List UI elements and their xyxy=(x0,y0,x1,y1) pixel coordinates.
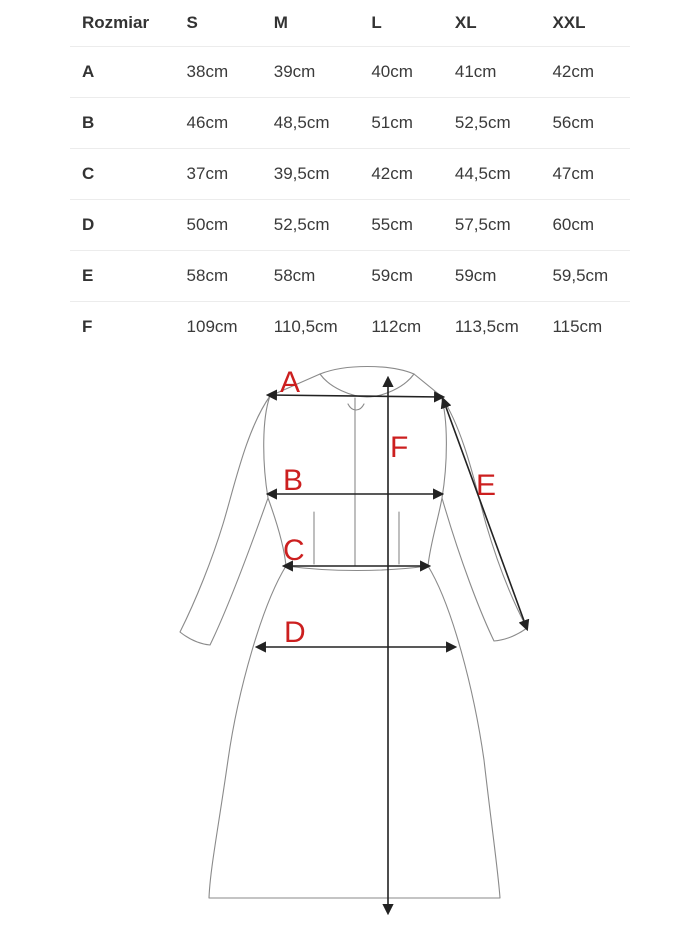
table-header-row xyxy=(70,0,630,47)
cell-value: 59cm xyxy=(359,251,443,302)
cell-value: 44,5cm xyxy=(443,149,541,200)
cell-value: 39,5cm xyxy=(262,149,360,200)
cell-value: 42cm xyxy=(540,47,630,98)
cell-value: 115cm xyxy=(552,317,603,336)
cell-value: 51cm xyxy=(359,98,443,149)
cell-value: 52,5cm xyxy=(262,200,360,251)
cell-value: 41cm xyxy=(443,47,541,98)
header-size: Rozmiar xyxy=(70,0,175,47)
cell-value: 59,5cm xyxy=(540,251,630,302)
row-label: C xyxy=(70,149,175,200)
cell-value: 56cm xyxy=(540,98,630,149)
dress-measurement-diagram xyxy=(0,350,700,933)
cell-value: 58cm xyxy=(262,251,360,302)
dress-outline xyxy=(180,367,527,899)
label-d: D xyxy=(284,616,306,649)
cell-value: 50cm xyxy=(175,200,262,251)
table-row-d xyxy=(70,200,630,251)
header-s: S xyxy=(175,0,262,47)
header-xxl: XXL xyxy=(540,0,630,47)
size-chart-table xyxy=(70,0,630,352)
row-label: B xyxy=(70,98,175,149)
cell-value: 113,5cm xyxy=(454,317,519,336)
row-label: A xyxy=(70,47,175,98)
label-e: E xyxy=(476,469,497,502)
collar-back xyxy=(320,367,414,375)
cell-value: 109cm xyxy=(186,317,238,336)
header-l: L xyxy=(359,0,443,47)
cell-value: 60cm xyxy=(540,200,630,251)
row-label: F xyxy=(82,317,93,336)
cell-value: 112cm xyxy=(371,317,422,336)
row-label: D xyxy=(70,200,175,251)
cell-value: 52,5cm xyxy=(443,98,541,149)
measure-line-e xyxy=(443,399,527,629)
header-xl: XL xyxy=(443,0,541,47)
table-row-c xyxy=(70,149,630,200)
cell-value: 59cm xyxy=(443,251,541,302)
sleeve-left xyxy=(180,396,270,645)
collar-front xyxy=(320,374,414,397)
label-a: A xyxy=(280,366,301,399)
row-label: E xyxy=(70,251,175,302)
cell-value: 58cm xyxy=(175,251,262,302)
cell-value: 42cm xyxy=(359,149,443,200)
table-row-b xyxy=(70,98,630,149)
cell-value: 110,5cm xyxy=(273,317,338,336)
cell-value: 55cm xyxy=(359,200,443,251)
cell-value: 38cm xyxy=(175,47,262,98)
table-row-f xyxy=(70,302,630,353)
sleeve-right xyxy=(441,396,527,641)
label-b: B xyxy=(283,464,304,497)
cell-value: 48,5cm xyxy=(262,98,360,149)
label-c: C xyxy=(283,534,305,567)
header-m: M xyxy=(262,0,360,47)
cell-value: 57,5cm xyxy=(443,200,541,251)
seam-placket-top xyxy=(348,404,364,410)
cell-value: 46cm xyxy=(175,98,262,149)
cell-value: 47cm xyxy=(540,149,630,200)
label-f: F xyxy=(390,431,409,464)
cell-value: 37cm xyxy=(175,149,262,200)
cell-value: 40cm xyxy=(359,47,443,98)
table-row-e xyxy=(70,251,630,302)
table-row-a xyxy=(70,47,630,98)
cell-value: 39cm xyxy=(262,47,360,98)
